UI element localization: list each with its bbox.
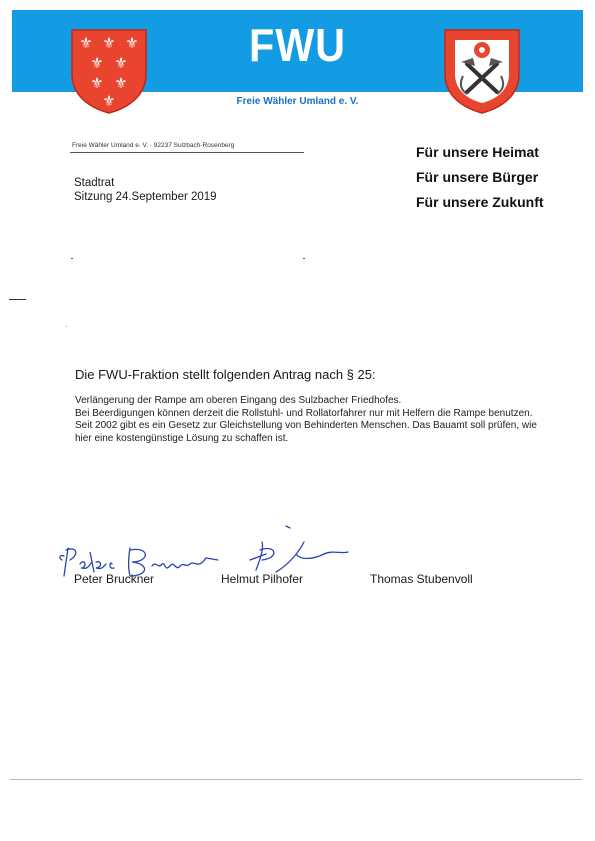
footer-divider bbox=[10, 779, 582, 780]
address-window-mark-left bbox=[71, 258, 73, 259]
svg-text:⚜: ⚜ bbox=[114, 74, 128, 92]
slogan-zukunft: Für unsere Zukunft bbox=[416, 194, 544, 210]
motion-paragraph: Seit 2002 gibt es ein Gesetz zur Gleichstellung von Behinderten Menschen. Das Bauamt soll prüfen, wie hier eine kostengünstige Lösung zu schaffen ist. bbox=[75, 420, 537, 444]
signatory-name: Thomas Stubenvoll bbox=[370, 572, 473, 586]
party-logo-subtitle: Freie Wähler Umland e. V. bbox=[236, 96, 359, 107]
sender-underline bbox=[70, 152, 304, 153]
city-coat-of-arms-icon bbox=[70, 28, 148, 114]
municipal-crest-icon bbox=[443, 28, 521, 114]
motion-paragraph: Bei Beerdigungen können derzeit die Rollstuhl- und Rollatorfahrer nur mit Helfern die Rampe benutzen. bbox=[75, 407, 533, 419]
svg-text:⚜: ⚜ bbox=[114, 54, 128, 72]
svg-text:⚜: ⚜ bbox=[90, 74, 104, 92]
punch-mark bbox=[66, 326, 67, 327]
svg-text:⚜: ⚜ bbox=[90, 54, 104, 72]
motion-body bbox=[75, 395, 545, 445]
sender-address-line: Freie Wähler Umland e. V. · 92237 Sulzbach-Rosenberg bbox=[72, 142, 235, 149]
signatory-name: Peter Bruckner bbox=[74, 572, 155, 586]
motion-paragraph: Verlängerung der Rampe am oberen Eingang des Sulzbacher Friedhofes. bbox=[75, 395, 402, 406]
motion-intro: Die FWU-Fraktion stellt folgenden Antrag nach § 25: bbox=[75, 367, 376, 382]
svg-text:⚜: ⚜ bbox=[102, 92, 116, 110]
svg-text:⚜: ⚜ bbox=[125, 34, 139, 52]
slogan-heimat: Für unsere Heimat bbox=[416, 144, 539, 160]
svg-text:⚜: ⚜ bbox=[102, 34, 116, 52]
session-date: Sitzung 24.September 2019 bbox=[74, 191, 217, 203]
address-window-mark-right bbox=[303, 258, 305, 259]
signatory-name: Helmut Pilhofer bbox=[221, 572, 304, 586]
recipient-committee: Stadtrat bbox=[74, 177, 115, 189]
slogan-buerger: Für unsere Bürger bbox=[416, 169, 539, 185]
fold-mark bbox=[9, 299, 26, 300]
svg-text:⚜: ⚜ bbox=[79, 34, 93, 52]
party-logo-title: FWU bbox=[249, 19, 346, 71]
